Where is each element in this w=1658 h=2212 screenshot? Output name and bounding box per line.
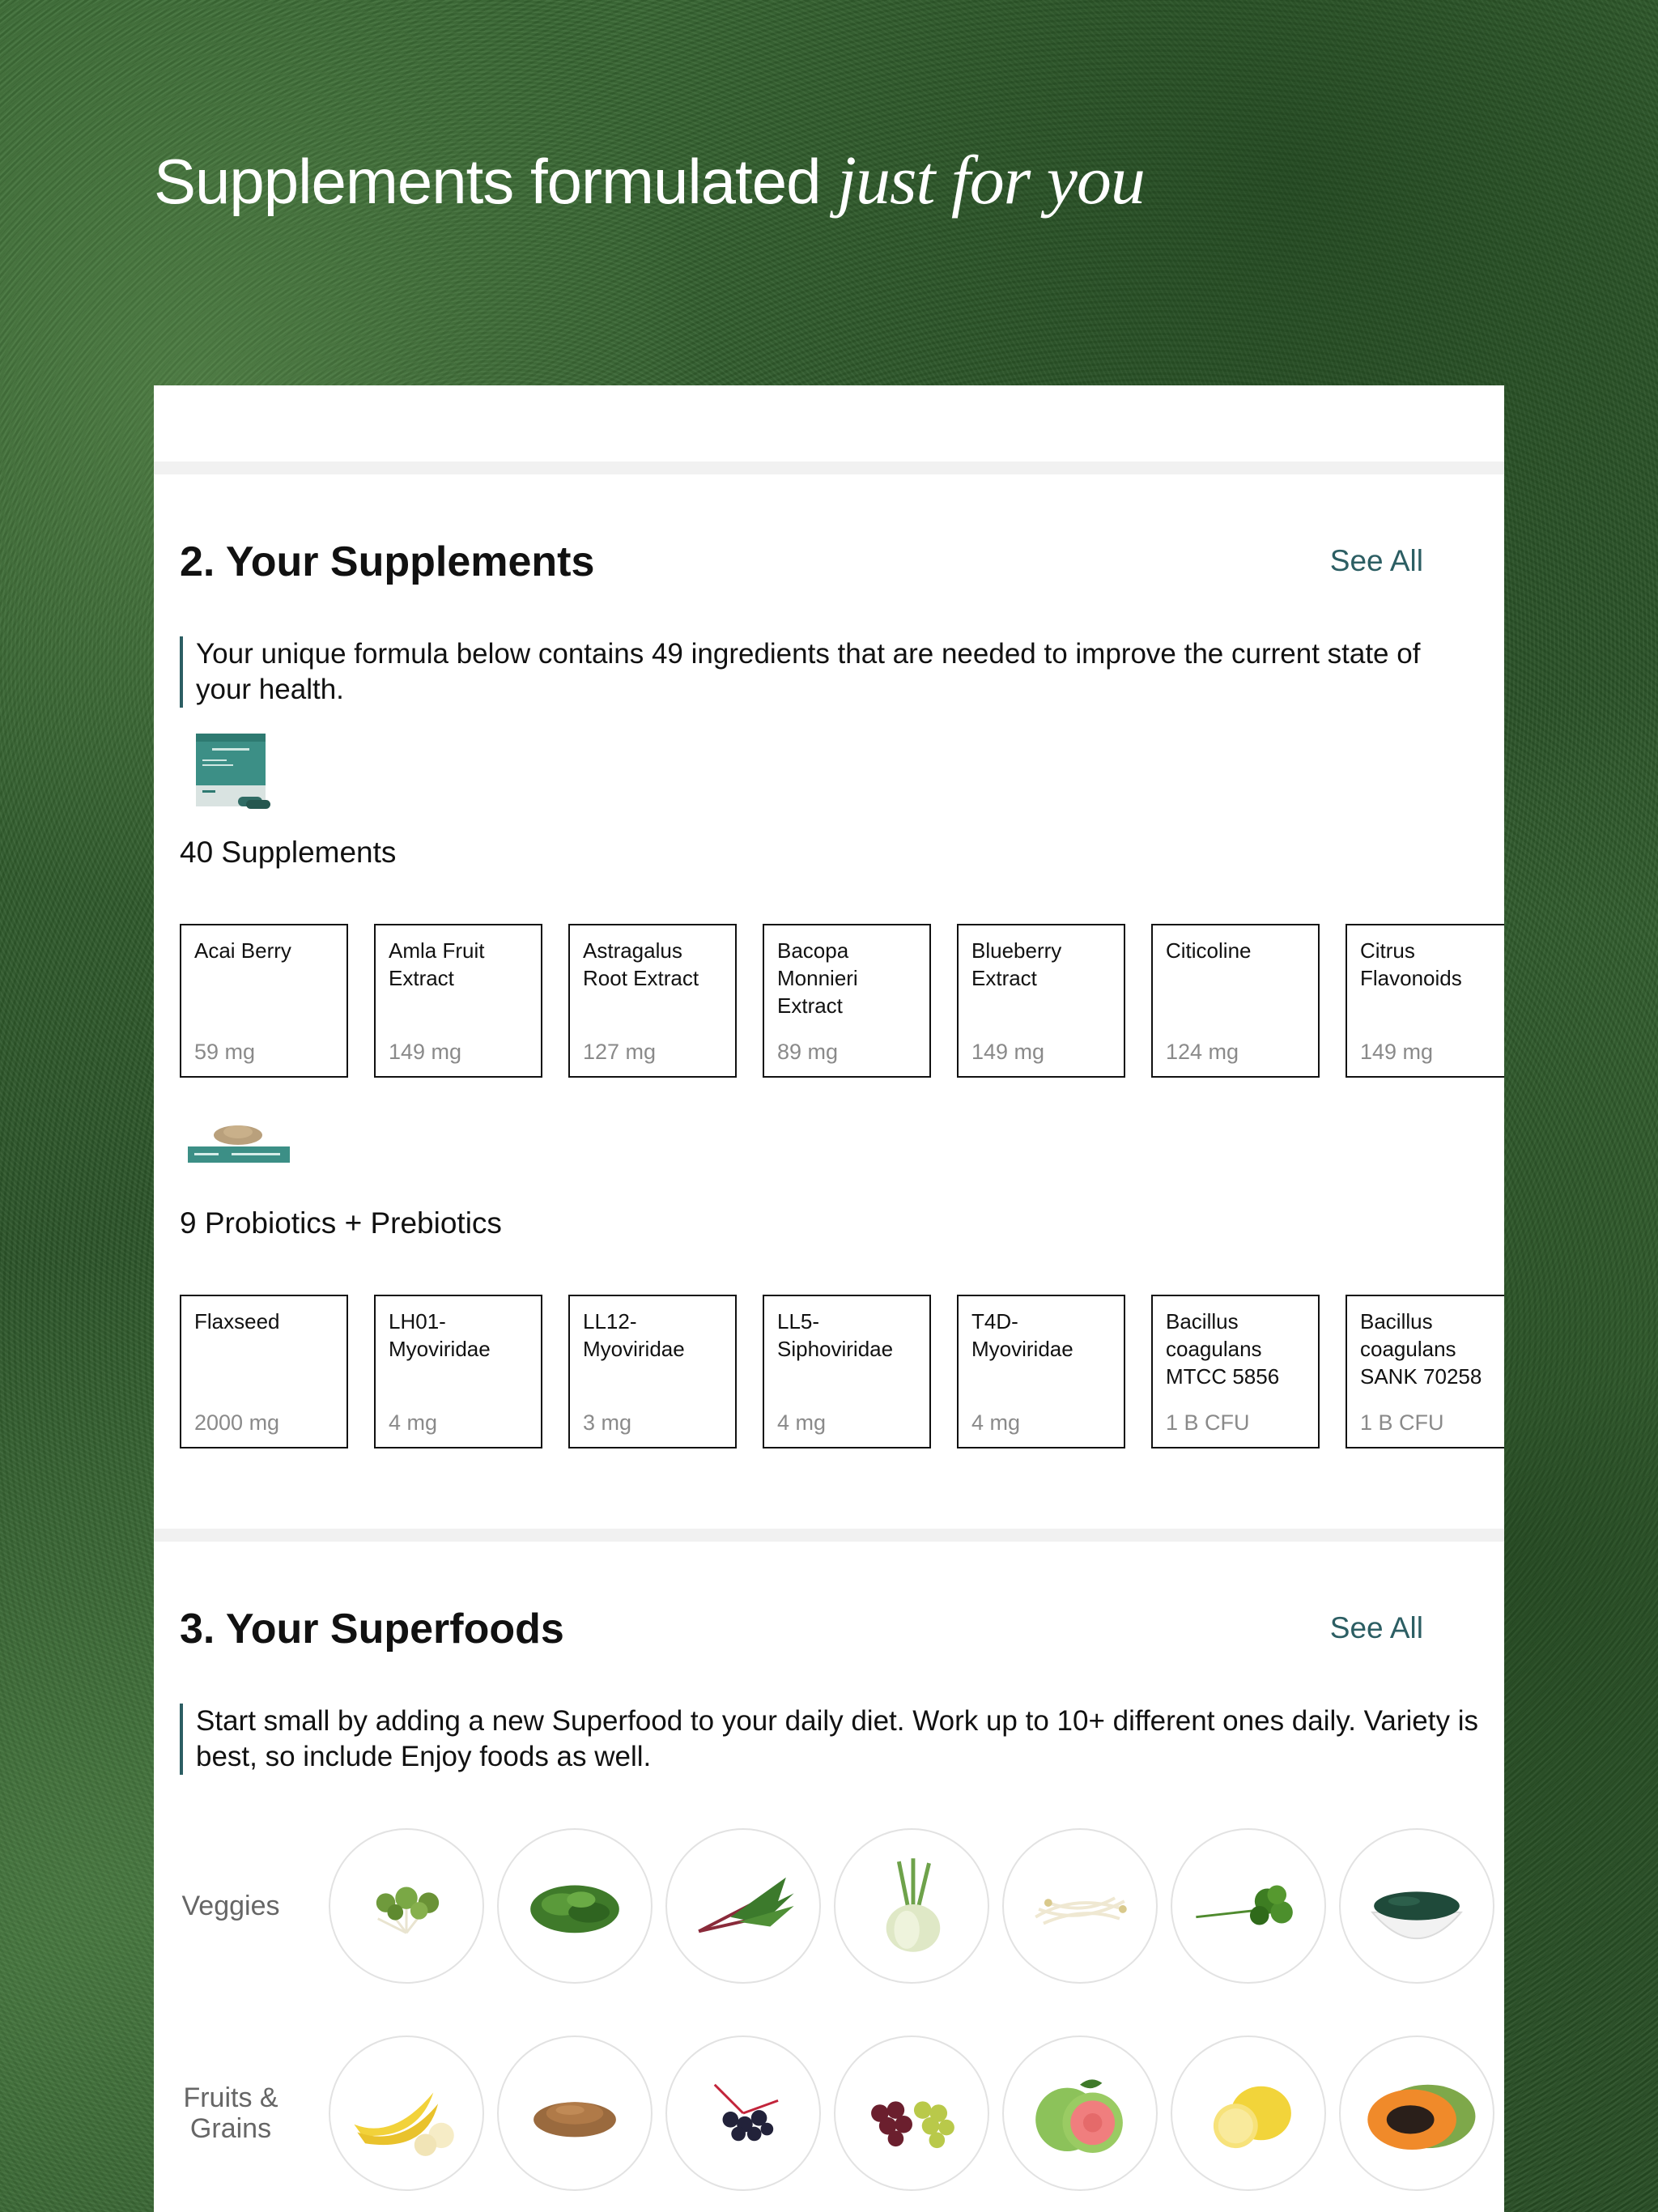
capsule-pack-image (193, 732, 274, 811)
banana-image[interactable] (329, 2035, 484, 2191)
probiotic-name: Bacillus coagulans SANK 70258 (1360, 1309, 1482, 1389)
supplement-tile[interactable] (957, 924, 1125, 1078)
section-divider (154, 462, 1504, 474)
arugula-image[interactable] (497, 1828, 653, 1984)
probiotic-dose: 3 mg (583, 1410, 632, 1435)
supplement-dose: 149 mg (389, 1040, 462, 1064)
parsley-image[interactable] (1171, 1828, 1326, 1984)
section-divider (154, 1529, 1504, 1542)
grapes-image[interactable] (834, 2035, 989, 2191)
probiotic-tile[interactable] (763, 1295, 931, 1448)
supplements-group-label: 40 Supplements (180, 836, 397, 869)
supplement-name: Acai Berry (194, 938, 291, 963)
fruits-grains-circles (329, 2035, 1494, 2191)
supplement-name: Blueberry Extract (971, 938, 1062, 990)
supplement-dose: 89 mg (777, 1040, 839, 1064)
lemon-image[interactable] (1171, 2035, 1326, 2191)
broccoli-sprouts-image[interactable] (329, 1828, 484, 1984)
superfoods-intro: Start small by adding a new Superfood to your daily diet. Work up to 10+ different ones daily. Variety is best, so include Enjoy foods as well. (180, 1704, 1483, 1775)
supplement-name: Citrus Flavonoids (1360, 938, 1462, 990)
supplements-see-all-link[interactable]: See All (1329, 544, 1423, 577)
supplement-tile[interactable] (763, 924, 931, 1078)
probiotic-tile[interactable] (1151, 1295, 1320, 1448)
probiotic-tile[interactable] (180, 1295, 348, 1448)
hero-title-plain: Supplements formulated (154, 146, 838, 217)
veggies-label: Veggies (181, 1891, 280, 1921)
results-card (154, 385, 1504, 2212)
supplement-name: Amla Fruit Extract (389, 938, 485, 990)
supplements-tile-row (180, 924, 1504, 1078)
hero-title (154, 139, 1145, 220)
probiotics-group-label: 9 Probiotics + Prebiotics (180, 1206, 502, 1240)
probiotic-dose: 4 mg (777, 1410, 827, 1435)
probiotic-tile[interactable] (374, 1295, 542, 1448)
guava-image[interactable] (1002, 2035, 1158, 2191)
probiotic-tile[interactable] (568, 1295, 737, 1448)
probiotic-tile[interactable] (957, 1295, 1125, 1448)
superfoods-see-all-link[interactable]: See All (1329, 1611, 1423, 1644)
fennel-image[interactable] (834, 1828, 989, 1984)
supplement-dose: 127 mg (583, 1040, 657, 1064)
supplement-tile[interactable] (1346, 924, 1504, 1078)
veggies-circles (329, 1828, 1494, 1984)
probiotic-dose: 1 B CFU (1360, 1410, 1444, 1435)
supplement-tile[interactable] (568, 924, 737, 1078)
probiotic-name: LL12-Myoviridae (583, 1309, 685, 1361)
buckwheat-image[interactable] (497, 2035, 653, 2191)
veggies-row (154, 1828, 1504, 1984)
supplement-tile[interactable] (374, 924, 542, 1078)
spirulina-image[interactable] (1339, 1828, 1494, 1984)
superfoods-section-title: 3. Your Superfoods (180, 1606, 564, 1653)
probiotic-tile[interactable] (1346, 1295, 1504, 1448)
supplements-intro: Your unique formula below contains 49 ingredients that are needed to improve the current state of your health. (180, 636, 1483, 708)
probiotic-dose: 4 mg (389, 1410, 438, 1435)
bean-sprouts-image[interactable] (1002, 1828, 1158, 1984)
supplement-tile[interactable] (1151, 924, 1320, 1078)
fruits-grains-row (154, 2035, 1504, 2191)
papaya-image[interactable] (1339, 2035, 1494, 2191)
probiotic-name: LL5-Siphoviridae (777, 1309, 894, 1361)
fruits-grains-label: Fruits & Grains (183, 2082, 278, 2144)
probiotic-dose: 2000 mg (194, 1410, 280, 1435)
probiotic-dose: 4 mg (971, 1410, 1021, 1435)
supplement-name: Astragalus Root Extract (583, 938, 699, 990)
supplements-section-title: 2. Your Supplements (180, 538, 595, 585)
elderberry-image[interactable] (665, 2035, 821, 2191)
probiotic-dose: 1 B CFU (1166, 1410, 1250, 1435)
hero-title-italic: just for you (837, 141, 1145, 219)
supplement-name: Citicoline (1166, 938, 1252, 963)
probiotic-name: LH01-Myoviridae (389, 1309, 491, 1361)
probiotics-tile-row (180, 1295, 1504, 1448)
supplement-dose: 149 mg (971, 1040, 1045, 1064)
supplement-dose: 149 mg (1360, 1040, 1434, 1064)
dandelion-greens-image[interactable] (665, 1828, 821, 1984)
supplement-dose: 124 mg (1166, 1040, 1239, 1064)
probiotic-name: Flaxseed (194, 1309, 280, 1334)
supplement-tile[interactable] (180, 924, 348, 1078)
supplement-name: Bacopa Monnieri Extract (777, 938, 858, 1018)
probiotic-stick-image (186, 1119, 291, 1166)
probiotic-name: T4D-Myoviridae (971, 1309, 1073, 1361)
probiotic-name: Bacillus coagulans MTCC 5856 (1166, 1309, 1280, 1389)
supplement-dose: 59 mg (194, 1040, 256, 1064)
